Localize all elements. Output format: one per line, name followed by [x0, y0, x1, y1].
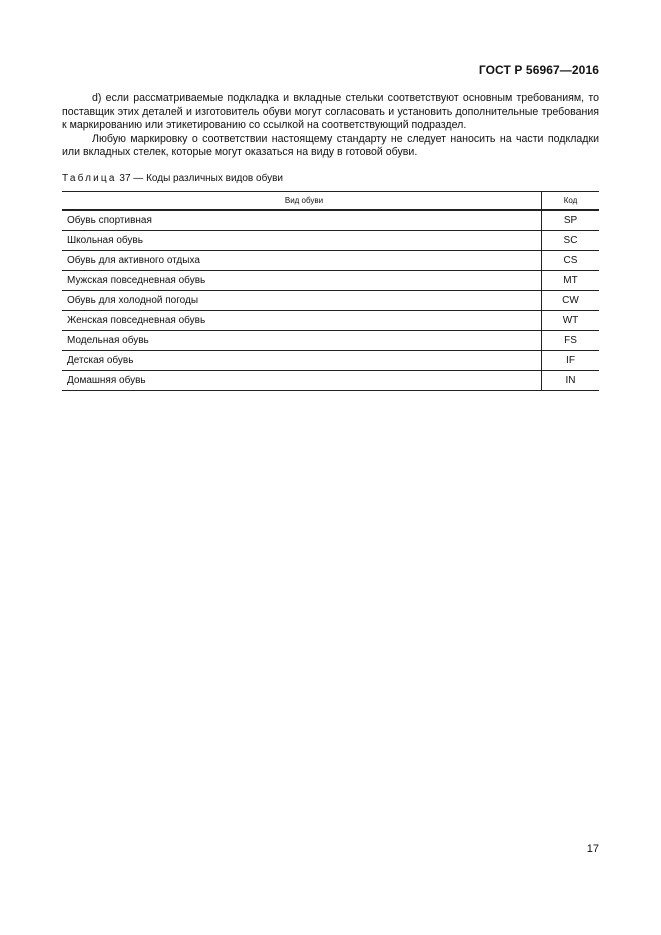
table-caption-label: Таблица [62, 173, 117, 184]
cell-type: Обувь спортивная [62, 210, 542, 231]
table-caption-title: 37 — Коды различных видов обуви [116, 173, 283, 184]
cell-type: Детская обувь [62, 351, 542, 371]
standard-code-header: ГОСТ Р 56967—2016 [478, 63, 599, 77]
cell-code: CS [542, 251, 600, 271]
page-number: 17 [586, 843, 599, 855]
table-row [62, 291, 599, 311]
cell-code: WT [542, 311, 600, 331]
table-row [62, 331, 599, 351]
cell-code: IN [542, 371, 600, 391]
cell-type: Обувь для активного отдыха [62, 251, 542, 271]
column-header-code: Код [542, 192, 600, 211]
table-row [62, 351, 599, 371]
cell-code: SP [542, 210, 600, 231]
cell-type: Мужская повседневная обувь [62, 271, 542, 291]
cell-code: FS [542, 331, 600, 351]
table-row [62, 271, 599, 291]
table-row [62, 311, 599, 331]
cell-type: Школьная обувь [62, 231, 542, 251]
cell-type: Женская повседневная обувь [62, 311, 542, 331]
cell-type: Домашняя обувь [62, 371, 542, 391]
cell-code: SC [542, 231, 600, 251]
table-row [62, 210, 599, 231]
table-row [62, 371, 599, 391]
cell-code: CW [542, 291, 600, 311]
table-header-row [62, 192, 599, 211]
table-row [62, 251, 599, 271]
column-header-type: Вид обуви [62, 192, 542, 211]
cell-type: Обувь для холодной погоды [62, 291, 542, 311]
body-text [62, 92, 599, 160]
cell-code: MT [542, 271, 600, 291]
table-caption [62, 173, 283, 184]
paragraph-marking-restriction: Любую маркировку о соответствии настоящему стандарту не следует наносить на части подкладки или вкладных стелек, которые могут оказаться на виду в готовой обуви. [62, 132, 599, 159]
paragraph-marking-conditions: d) если рассматриваемые подкладка и вкладные стельки соответствуют основным требованиям, то поставщик этих деталей и изготовитель обуви могут согласовать и установить дополнительные требования к маркированию или этикетированию со ссылкой на соответствующий подраздел. [62, 92, 599, 132]
cell-code: IF [542, 351, 600, 371]
footwear-codes-table [62, 191, 599, 391]
table-row [62, 231, 599, 251]
cell-type: Модельная обувь [62, 331, 542, 351]
